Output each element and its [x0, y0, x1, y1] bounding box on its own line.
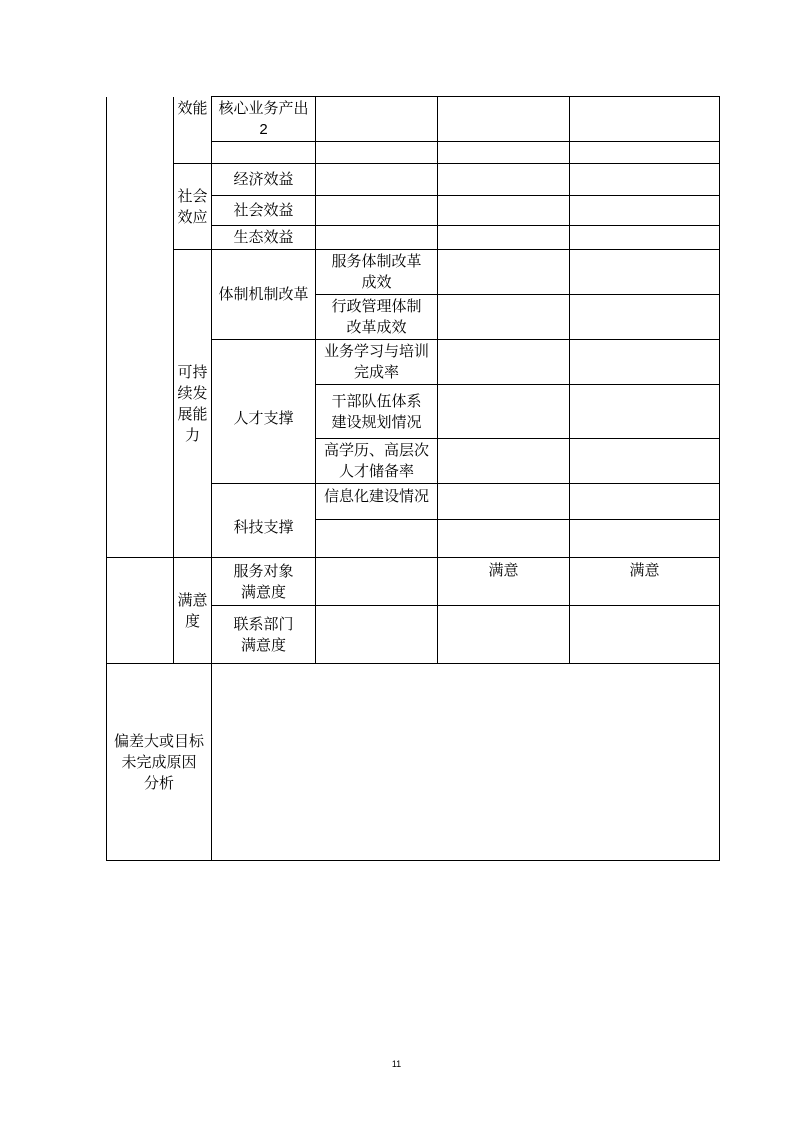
- social-benefit-label: 社会效益: [212, 196, 316, 226]
- ecological-benefit-label: 生态效益: [212, 226, 316, 250]
- value-cell[interactable]: [570, 97, 720, 142]
- satisfaction-group-label: 满意度: [174, 558, 212, 664]
- satisfaction-value[interactable]: 满意: [438, 558, 570, 606]
- performance-evaluation-table: [106, 96, 720, 861]
- indicator-cell[interactable]: [316, 97, 438, 142]
- value-cell[interactable]: [570, 385, 720, 439]
- value-cell[interactable]: [570, 439, 720, 484]
- category-cell-empty: [107, 97, 174, 558]
- value-cell[interactable]: [438, 295, 570, 340]
- indicator-cell[interactable]: [316, 558, 438, 606]
- value-cell[interactable]: [438, 196, 570, 226]
- value-cell[interactable]: [438, 250, 570, 295]
- value-cell[interactable]: [570, 142, 720, 164]
- value-cell[interactable]: [438, 226, 570, 250]
- value-cell[interactable]: [570, 196, 720, 226]
- cadre-planning-label: 干部队伍体系 建设规划情况: [316, 385, 438, 439]
- value-cell[interactable]: [570, 520, 720, 558]
- efficiency-group-label: 效能: [174, 97, 212, 164]
- service-reform-label: 服务体制改革 成效: [316, 250, 438, 295]
- value-cell[interactable]: [438, 97, 570, 142]
- value-cell[interactable]: [570, 164, 720, 196]
- value-cell[interactable]: [438, 439, 570, 484]
- talent-reserve-label: 高学历、高层次 人才储备率: [316, 439, 438, 484]
- sustainability-group-label: 可持续发展能力: [174, 250, 212, 558]
- economic-benefit-label: 经济效益: [212, 164, 316, 196]
- indicator-label-empty[interactable]: [212, 142, 316, 164]
- deviation-analysis-content[interactable]: [212, 664, 720, 861]
- tech-support-label: 科技支撑: [212, 484, 316, 558]
- value-cell[interactable]: [438, 385, 570, 439]
- value-cell[interactable]: [570, 226, 720, 250]
- core-output-2-label: 核心业务产出 2: [212, 97, 316, 142]
- category-cell-empty: [107, 558, 174, 664]
- value-cell[interactable]: [570, 340, 720, 385]
- informatization-label: 信息化建设情况: [316, 484, 438, 520]
- talent-support-label: 人才支撑: [212, 340, 316, 484]
- value-cell[interactable]: [570, 606, 720, 664]
- indicator-cell[interactable]: [316, 142, 438, 164]
- value-cell[interactable]: [570, 250, 720, 295]
- institutional-reform-label: 体制机制改革: [212, 250, 316, 340]
- training-rate-label: 业务学习与培训 完成率: [316, 340, 438, 385]
- value-cell[interactable]: [438, 606, 570, 664]
- admin-reform-label: 行政管理体制 改革成效: [316, 295, 438, 340]
- indicator-cell[interactable]: [316, 606, 438, 664]
- value-cell[interactable]: [438, 520, 570, 558]
- indicator-cell[interactable]: [316, 226, 438, 250]
- value-cell[interactable]: [570, 295, 720, 340]
- indicator-cell[interactable]: [316, 196, 438, 226]
- value-cell[interactable]: [570, 484, 720, 520]
- value-cell[interactable]: [438, 340, 570, 385]
- value-cell[interactable]: [438, 484, 570, 520]
- indicator-cell[interactable]: [316, 164, 438, 196]
- service-target-satisfaction-label: 服务对象 满意度: [212, 558, 316, 606]
- indicator-label-empty[interactable]: [316, 520, 438, 558]
- page-number: 11: [391, 1059, 402, 1069]
- social-effect-group-label: 社会效应: [174, 164, 212, 250]
- satisfaction-value[interactable]: 满意: [570, 558, 720, 606]
- value-cell[interactable]: [438, 164, 570, 196]
- deviation-analysis-label: 偏差大或目标 未完成原因 分析: [107, 664, 212, 861]
- liaison-dept-satisfaction-label: 联系部门 满意度: [212, 606, 316, 664]
- value-cell[interactable]: [438, 142, 570, 164]
